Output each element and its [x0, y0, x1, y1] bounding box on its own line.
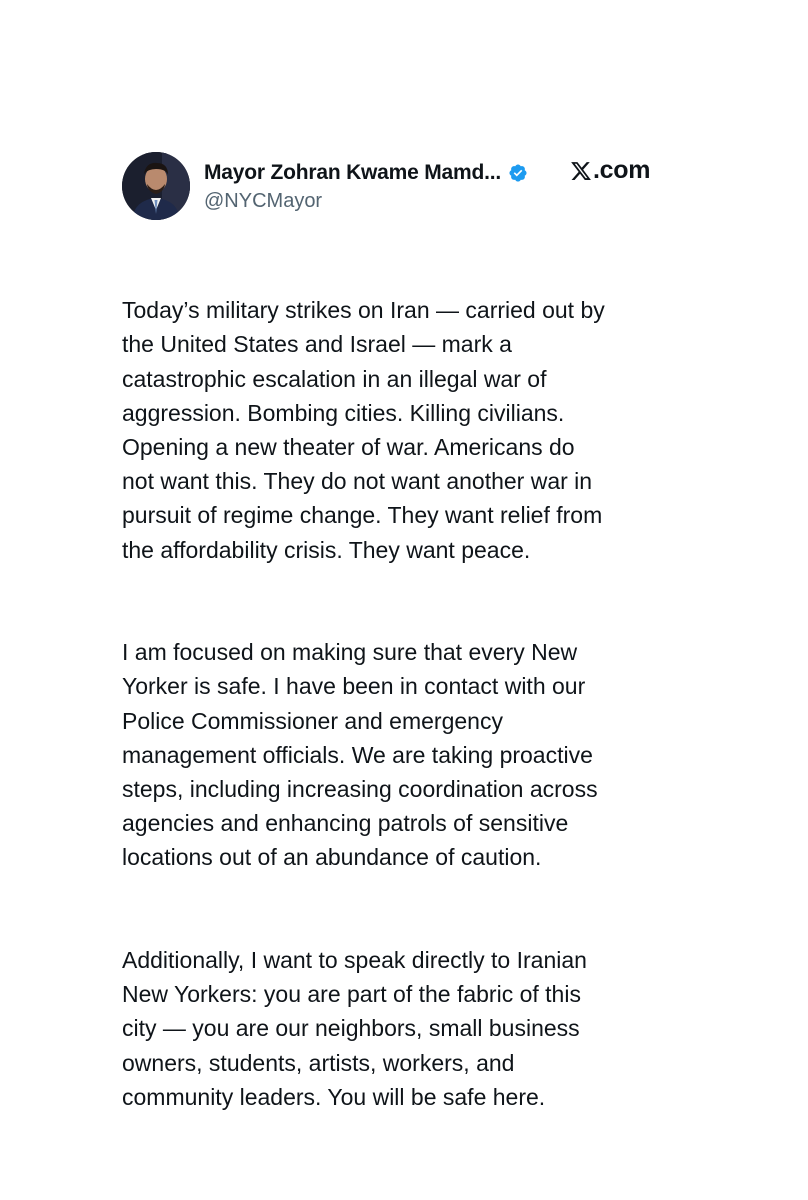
author-display-name[interactable]: Mayor Zohran Kwame Mamd...	[204, 161, 502, 184]
author-avatar[interactable]	[122, 152, 190, 220]
brand-text: .com	[593, 156, 651, 184]
post-paragraph-1: Today’s military strikes on Iran — carried out by the United States and Israel — mark a catastrophic escalation in an illegal war of aggression. Bombing cities. Killing civilians. Opening a new theater of war. Americans do not want this. They do not want another war in pursuit of regime change. They want relief from the affordability crisis. They want peace.	[122, 297, 605, 563]
post-header	[122, 152, 682, 222]
avatar-photo-icon	[122, 152, 190, 220]
author-handle[interactable]: @NYCMayor	[204, 190, 323, 212]
author-name-row	[204, 158, 528, 188]
brand-logo	[570, 156, 650, 185]
x-logo-icon	[570, 159, 592, 183]
verified-badge-icon	[508, 163, 528, 183]
post-body	[122, 259, 692, 1182]
post-paragraph-2: I am focused on making sure that every New Yorker is safe. I have been in contact with our Police Commissioner and emergency management officials. We are taking proactive steps, including increasing coordination across agencies and enhancing patrols of sensitive locations out of an abundance of caution.	[122, 639, 598, 871]
post-paragraph-3: Additionally, I want to speak directly to Iranian New Yorkers: you are part of the fabric of this city — you are our neighbors, small business owners, students, artists, workers, and community leaders. You will be safe here.	[122, 947, 587, 1110]
